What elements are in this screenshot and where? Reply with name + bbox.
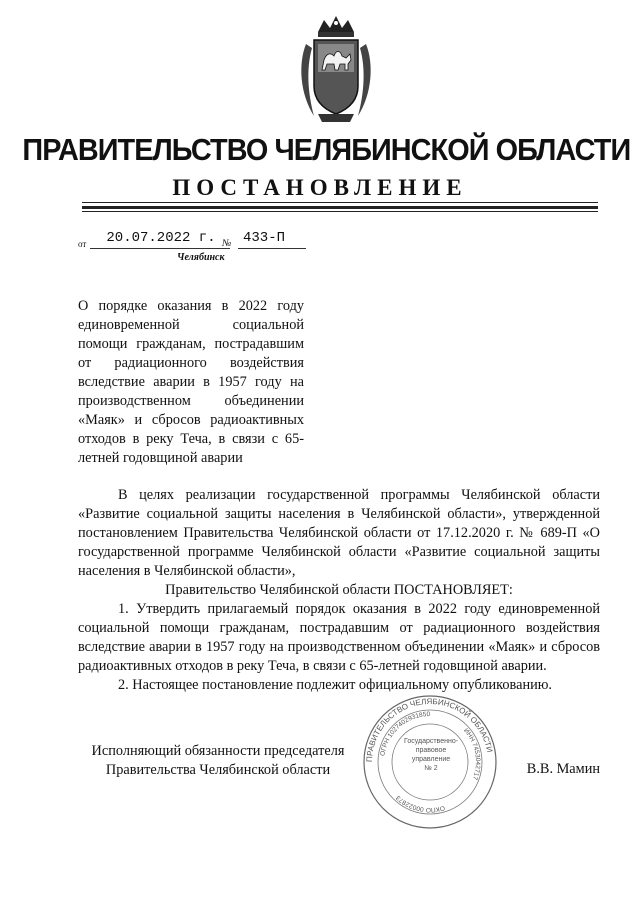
svg-text:ИНН 7453042717 [462,727,481,781]
coat-of-arms-icon [296,14,376,128]
city-label: Челябинск [177,252,225,263]
stamp-inner-line2: правовое [415,747,447,754]
stamp-inner-line1: Государственно- [404,738,459,745]
signer-position [78,742,358,780]
svg-text:ОКПО 00022873 [395,794,446,813]
stamp-inner-line3: управление [411,756,451,763]
document-type: ПОСТАНОВЛЕНИЕ [172,175,468,200]
decree-line: Правительство Челябинской области ПОСТАНОВЛЯЕТ: [165,582,513,598]
signer-position-line1: Исполняющий обязанности председателя [91,743,345,759]
date-number-row [78,230,318,254]
body-item-2: 2. Настоящее постановление подлежит официальному опубликованию. [118,677,553,693]
document-subject: О порядке оказания в 2022 году единовременной социальной помощи гражданам, пострадавшим от радиационного воздействия вследствие аварии в 1957 году на производственном объединении «Маяк» и сбросов радиоактивных отходов в реку Теча, в связи с 65-летней годовщиной аварии [78,298,304,466]
stamp-okpo: ОКПО 00022873 [394,793,446,814]
stamp-ring-text: ПРАВИТЕЛЬСТВО ЧЕЛЯБИНСКОЙ ОБЛАСТИ [364,696,495,763]
body-item-1: 1. Утвердить прилагаемый порядок оказания в 2022 году единовременной социальной помощи гражданам, пострадавшим от радиационного воздействия вследствие аварии в 1957 году на производственном объединении «Маяк» и сбросов радиоактивных отходов в реку Теча, в связи с 65-летней годовщиной аварии. [78,601,600,674]
header-rule-thick [82,206,598,209]
number-label: № [222,238,232,249]
document-number: 433-П [243,230,286,246]
date-underline [90,248,230,249]
stamp-ogrn: ОГРН 1027402931850 [379,710,431,757]
stamp-inn: ИНН 7453042717 [462,727,482,781]
header-rule-thin [82,211,598,212]
signer-name: В.В. Мамин [526,761,600,777]
header-rule-thin [82,202,598,203]
document-body [78,486,600,695]
document-date: 20.07.2022 г. [106,230,216,246]
government-title: ПРАВИТЕЛЬСТВО ЧЕЛЯБИНСКОЙ ОБЛАСТИ [22,132,631,167]
date-label: от [78,239,87,249]
stamp-inner-line4: № 2 [424,765,438,772]
signer-position-line2: Правительства Челябинской области [105,762,331,778]
number-underline [238,248,306,249]
stamp-inner-text [404,737,458,773]
body-preamble: В целях реализации государственной программы Челябинской области «Развитие социальной защиты населения в Челябинской области», утвержденной постановлением Правительства Челябинской области от 17.12.2020 г. № 689-П «О государственной программе Челябинской области «Развитие социальной защиты населения в Челябинской области», [78,487,600,579]
